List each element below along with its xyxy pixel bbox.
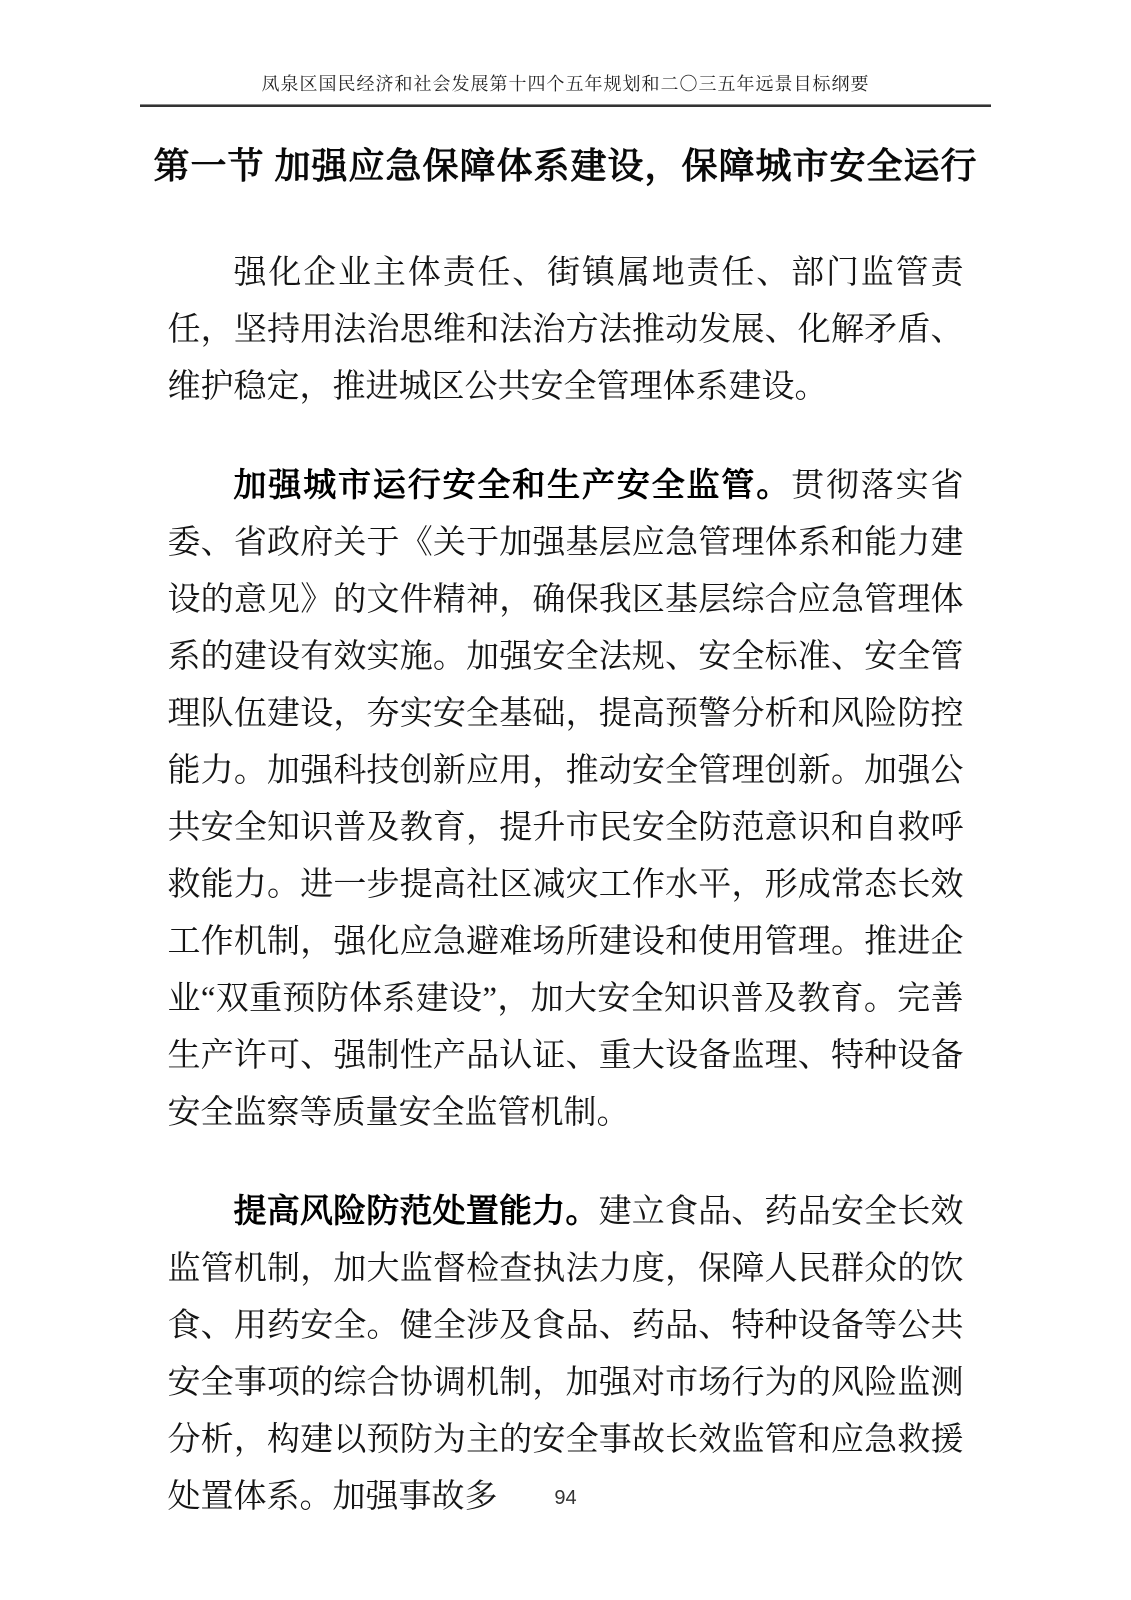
paragraph-2 (168, 458, 964, 1142)
section-title: 第一节 加强应急保障体系建设，保障城市安全运行 (153, 146, 978, 186)
page-header (0, 0, 1131, 107)
document-body (168, 245, 964, 1526)
paragraph-2-text: 贯彻落实省委、省政府关于《关于加强基层应急管理体系和能力建设的意见》的文件精神，确保我区基层综合应急管理体系的建设有效实施。加强安全法规、安全标准、安全管理队伍建设，夯实安全基础，提高预警分析和风险防控能力。加强科技创新应用，推动安全管理创新。加强公共安全知识普及教育，提升市民安全防范意识和自救呼救能力。进一步提高社区减灾工作水平，形成常态长效工作机制，强化应急避难场所建设和使用管理。推进企业“双重预防体系建设”，加大安全知识普及教育。完善生产许可、强制性产品认证、重大设备监理、特种设备安全监察等质量安全监管机制。 (167, 468, 964, 1131)
header-rule (140, 104, 991, 107)
paragraph-3-lead: 提高风险防范处置能力。 (233, 1194, 599, 1230)
paragraph-1 (168, 245, 964, 416)
page-number: 94 (554, 1487, 577, 1509)
paragraph-2-lead: 加强城市运行安全和生产安全监管。 (233, 468, 792, 504)
page-footer (0, 1487, 1131, 1510)
paragraph-3-text: 建立食品、药品安全长效监管机制，加大监督检查执法力度，保障人民群众的饮食、用药安全。健全涉及食品、药品、特种设备等公共安全事项的综合协调机制，加强对市场行为的风险监测分析，构建以预防为主的安全事故长效监管和应急救援处置体系。加强事故多 (167, 1194, 964, 1515)
paragraph-3 (168, 1184, 964, 1526)
paragraph-1-text: 强化企业主体责任、街镇属地责任、部门监管责任，坚持用法治思维和法治方法推动发展、化解矛盾、维护稳定，推进城区公共安全管理体系建设。 (167, 255, 964, 405)
running-header-text: 凤泉区国民经济和社会发展第十四个五年规划和二〇三五年远景目标纲要 (261, 74, 870, 94)
